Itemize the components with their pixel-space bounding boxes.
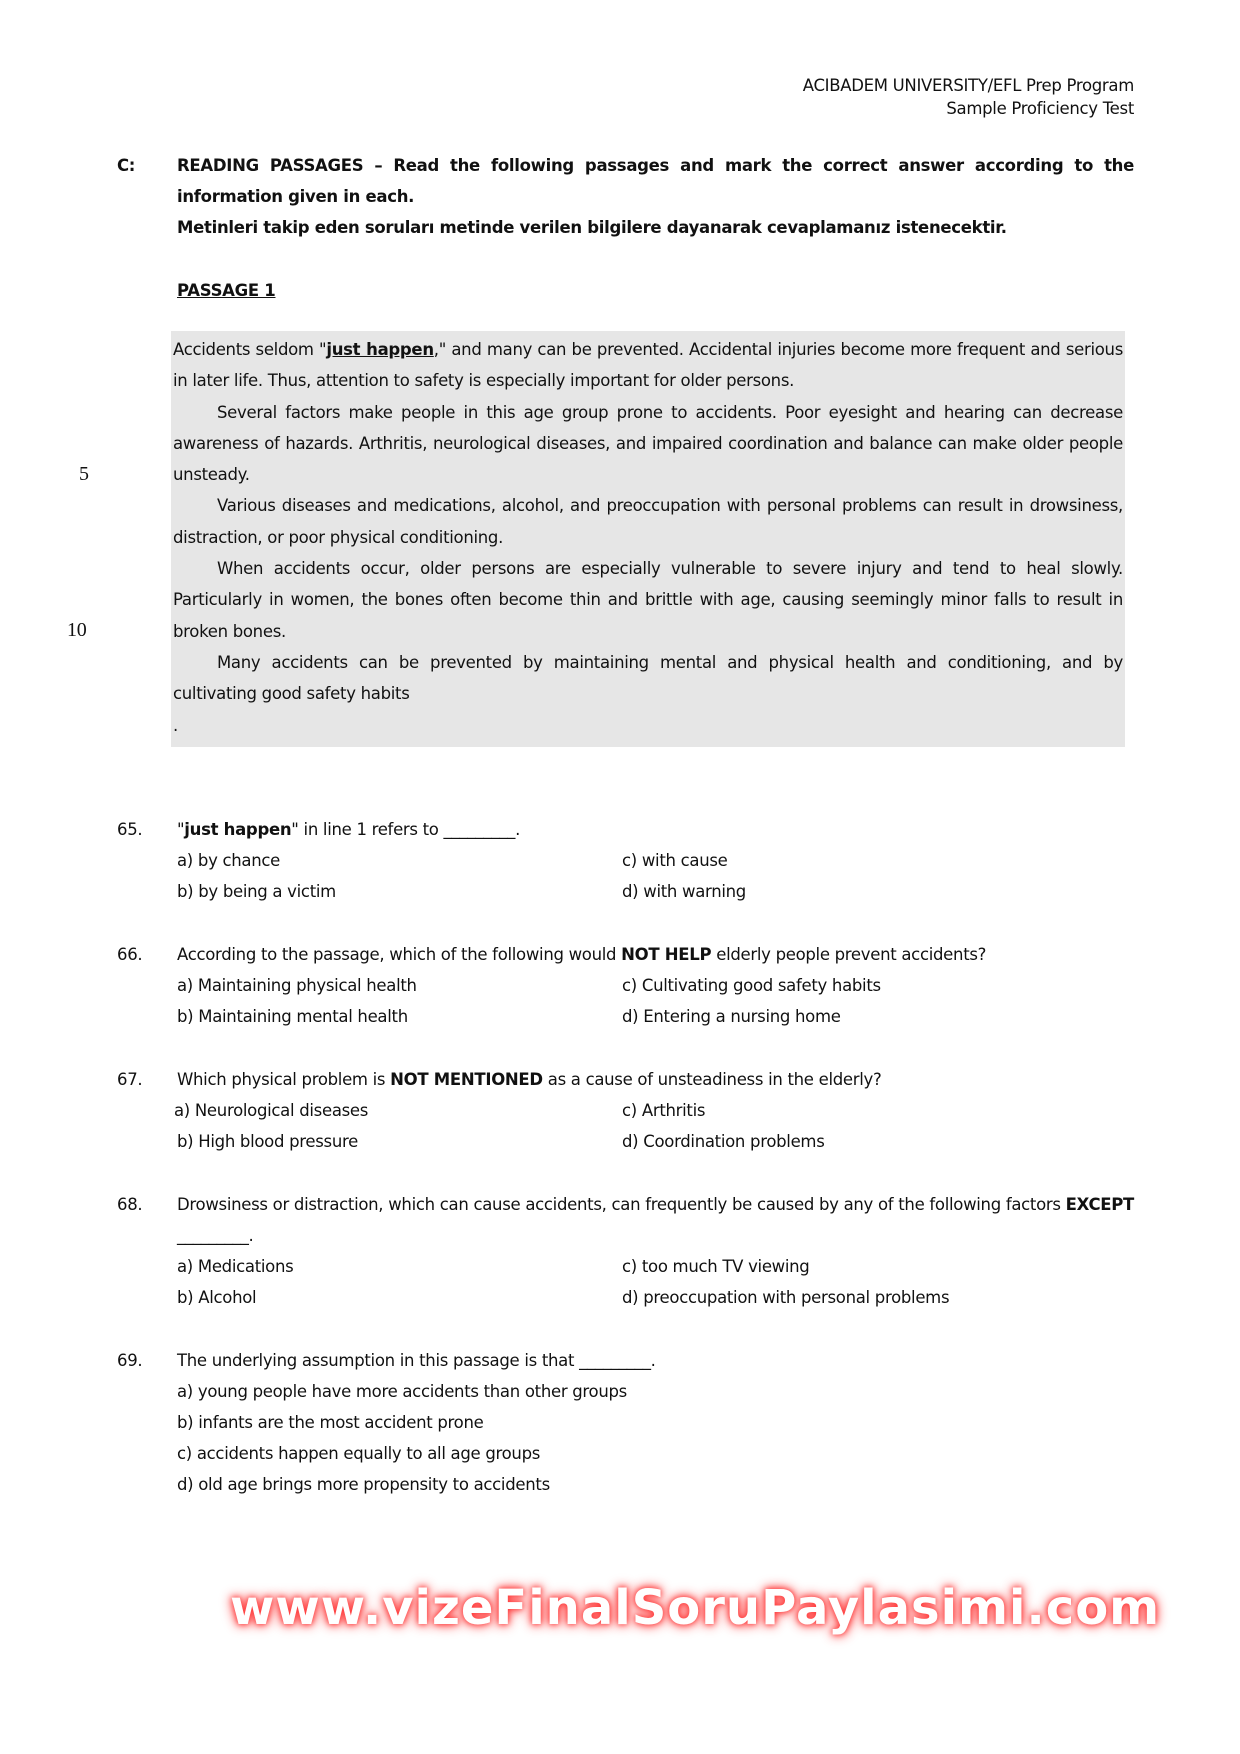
option-b[interactable]: b) Maintaining mental health (177, 1006, 408, 1026)
highlighted-phrase: just happen (326, 340, 434, 359)
passage-text (67, 331, 1125, 747)
instruction-tr: Metinleri takip eden soruları metinde verilen bilgilere dayanarak cevaplamanız istenecektir. (177, 218, 1007, 237)
option-a[interactable]: a) young people have more accidents than other groups (177, 1381, 627, 1401)
option-b[interactable]: b) infants are the most accident prone (177, 1412, 484, 1432)
option-d[interactable]: d) with warning (622, 881, 746, 901)
question-stem: The underlying assumption in this passage is that _________. (177, 1350, 656, 1370)
option-a[interactable]: a) Medications (177, 1256, 294, 1276)
option-d[interactable]: d) Coordination problems (622, 1131, 825, 1151)
paragraph-5: Many accidents can be prevented by maintaining mental and physical health and conditioning, and by cultivating good safety habits (173, 652, 1123, 704)
question-stem: Drowsiness or distraction, which can cause accidents, can frequently be caused by any of the following factors EXCEPT _________. (177, 1194, 1134, 1245)
question-67 (117, 1064, 1134, 1157)
line-number-5: 5 (79, 463, 89, 485)
question-66 (117, 939, 1134, 1032)
paragraph-2: Several factors make people in this age group prone to accidents. Poor eyesight and hearing can decrease awareness of hazards. Arthritis, neurological diseases, and impaired coordination and balance can make older people unsteady. (173, 402, 1123, 485)
instruction-en: READING PASSAGES – Read the following passages and mark the correct answer according to the information given in each. (177, 156, 1134, 206)
option-a[interactable]: a) Maintaining physical health (177, 975, 417, 995)
question-stem: Which physical problem is NOT MENTIONED as a cause of unsteadiness in the elderly? (177, 1069, 882, 1089)
question-68 (117, 1189, 1134, 1313)
question-65 (117, 814, 1134, 907)
paragraph-6: . (173, 715, 178, 735)
header-institution: ACIBADEM UNIVERSITY/EFL Prep Program (802, 76, 1134, 95)
question-number: 68. (117, 1194, 143, 1214)
option-d[interactable]: d) preoccupation with personal problems (622, 1287, 950, 1307)
option-c[interactable]: c) Cultivating good safety habits (622, 975, 881, 995)
document-body (67, 150, 1134, 1500)
text: ," and many can be prevented. Accidental injuries become more frequent and serious in later life. Thus, attention to safety is especially important for older persons. (173, 340, 1124, 391)
paragraph-4: When accidents occur, older persons are especially vulnerable to severe injury and tend to heal slowly. Particularly in women, the bones often become thin and brittle with age, causing seemingly minor falls to result in broken bones. (173, 559, 1123, 641)
document-header (803, 74, 1134, 120)
option-b[interactable]: b) by being a victim (177, 881, 336, 901)
question-stem: According to the passage, which of the following would NOT HELP elderly people prevent accidents? (177, 944, 987, 964)
question-number: 66. (117, 944, 143, 964)
header-test-name: Sample Proficiency Test (946, 99, 1134, 118)
option-a[interactable]: a) by chance (177, 850, 280, 870)
paragraph-1 (173, 334, 1123, 397)
option-b[interactable]: b) Alcohol (177, 1287, 257, 1307)
question-number: 65. (117, 819, 143, 839)
question-69 (117, 1345, 1134, 1500)
option-c[interactable]: c) too much TV viewing (622, 1256, 810, 1276)
option-b[interactable]: b) High blood pressure (177, 1131, 358, 1151)
paragraph-3: Various diseases and medications, alcohol, and preoccupation with personal problems can result in drowsiness, distraction, or poor physical conditioning. (173, 496, 1123, 547)
text: Accidents seldom " (173, 340, 327, 359)
option-d[interactable]: d) Entering a nursing home (622, 1006, 841, 1026)
option-c[interactable]: c) with cause (622, 850, 728, 870)
question-stem: "just happen" in line 1 refers to _________. (177, 819, 521, 839)
option-c[interactable]: c) accidents happen equally to all age groups (177, 1443, 541, 1463)
option-d[interactable]: d) old age brings more propensity to accidents (177, 1474, 550, 1494)
question-number: 69. (117, 1350, 143, 1370)
option-a[interactable]: a) Neurological diseases (174, 1100, 369, 1120)
instruction-block (177, 150, 1134, 243)
section-instructions (117, 150, 1134, 243)
passage-title: PASSAGE 1 (177, 281, 276, 300)
question-number: 67. (117, 1069, 143, 1089)
option-c[interactable]: c) Arthritis (622, 1100, 706, 1120)
watermark: www.vizeFinalSoruPaylasimi.com (230, 1580, 1161, 1636)
line-number-10: 10 (67, 619, 87, 641)
section-label: C: (117, 156, 136, 175)
